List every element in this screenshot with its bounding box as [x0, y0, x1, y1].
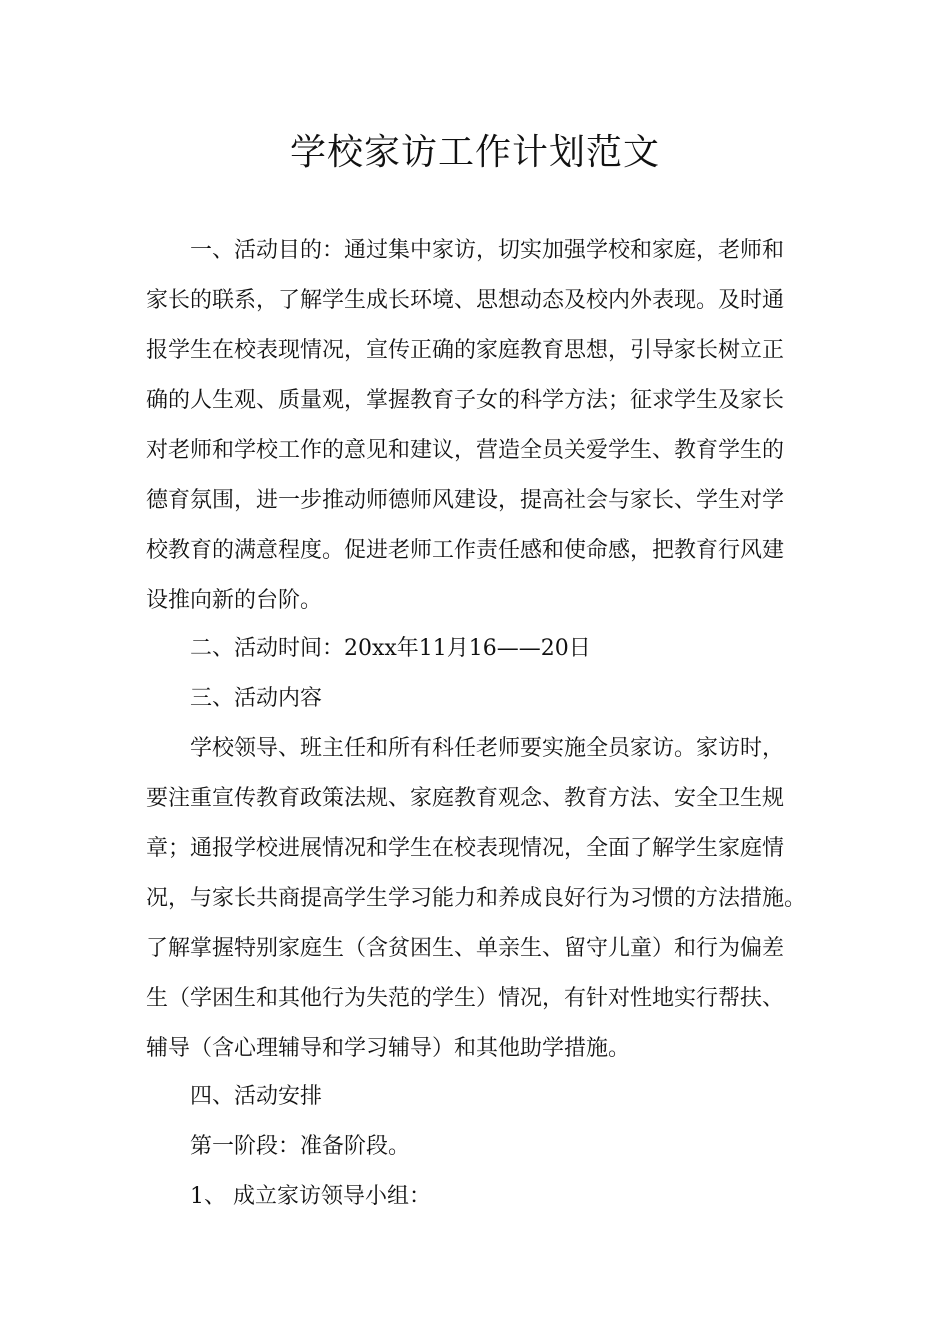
paragraph-line: 况，与家长共商提高学生学习能力和养成良好行为习惯的方法措施。 [146, 886, 807, 911]
document-title: 学校家访工作计划范文 [289, 132, 660, 173]
paragraph-line: 了解掌握特别家庭生（含贫困生、单亲生、留守儿童）和行为偏差 [146, 936, 785, 961]
paragraph-line: 一、活动目的：通过集中家访，切实加强学校和家庭，老师和 [190, 238, 785, 263]
paragraph-line: 生（学困生和其他行为失范的学生）情况，有针对性地实行帮扶、 [146, 986, 785, 1011]
section-heading-content: 三、活动内容 [190, 686, 323, 711]
paragraph-line: 确的人生观、质量观，掌握教育子女的科学方法；征求学生及家长 [146, 388, 785, 413]
paragraph-line: 辅导（含心理辅导和学习辅导）和其他助学措施。 [146, 1036, 631, 1061]
paragraph-line: 对老师和学校工作的意见和建议，营造全员关爱学生、教育学生的 [146, 438, 785, 463]
section-heading-arrangement: 四、活动安排 [190, 1084, 323, 1109]
stage-heading: 第一阶段：准备阶段。 [190, 1134, 411, 1159]
paragraph-line: 报学生在校表现情况，宣传正确的家庭教育思想，引导家长树立正 [146, 338, 785, 363]
paragraph-line: 德育氛围，进一步推动师德师风建设，提高社会与家长、学生对学 [146, 488, 785, 513]
paragraph-line: 学校领导、班主任和所有科任老师要实施全员家访。家访时， [190, 736, 785, 761]
list-item: 1、 成立家访领导小组： [190, 1184, 431, 1209]
paragraph-line: 家长的联系，了解学生成长环境、思想动态及校内外表现。及时通 [146, 288, 785, 313]
paragraph-line: 要注重宣传教育政策法规、家庭教育观念、教育方法、安全卫生规 [146, 786, 785, 811]
section-heading-time: 二、活动时间：20xx年11月16——20日 [190, 636, 591, 661]
paragraph-line: 校教育的满意程度。促进老师工作责任感和使命感，把教育行风建 [146, 538, 785, 563]
paragraph-line: 设推向新的台阶。 [146, 588, 323, 613]
paragraph-line: 章；通报学校进展情况和学生在校表现情况，全面了解学生家庭情 [146, 836, 785, 861]
